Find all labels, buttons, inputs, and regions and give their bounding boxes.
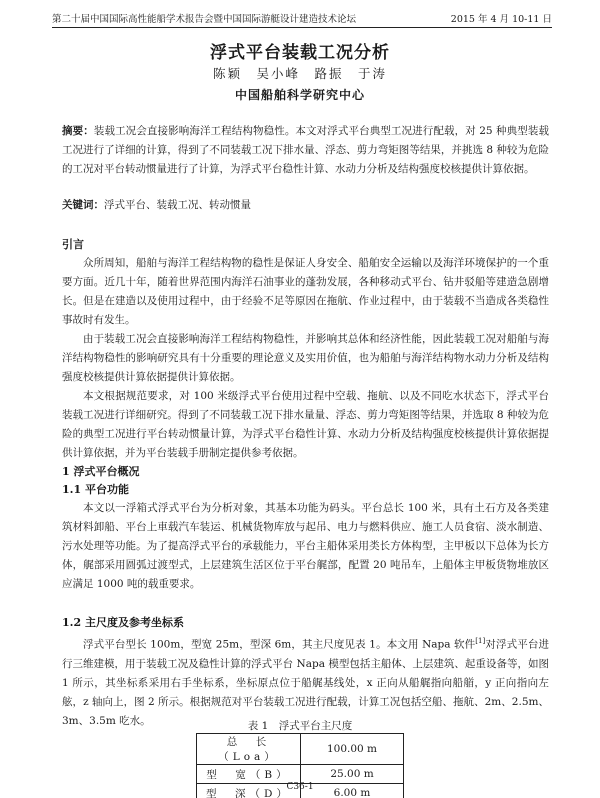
table-cell-value: 100.00 m [301,734,404,765]
section-1-2-heading: 1.2 主尺度及参考坐标系 [62,616,184,629]
paper-affiliation: 中国船舶科学研究中心 [234,88,365,102]
intro-paragraph-1: 众所周知，船舶与海洋工程结构物的稳性是保证人身安全、船舶安全运输以及海洋环境保护的一个重要方面。近几十年，随着世界范围内海洋石油事业的蓬勃发展，各种移动式平台、钻井驳船等建造急剧增长。但是在建造以及使用过程中，由于经验不足等原因在拖航、作业过程中，由于装载不当造成各类稳性事故时有发生。 [62,257,549,326]
table-row [197,734,404,765]
table-cell-name: 型 深（D） [197,784,301,798]
section-1-1-text: 本文以一浮箱式浮式平台为分析对象，其基本功能为码头。平台总长 100 米，具有土石方及各类建筑材料卸船、平台上車载汽车装运、机械货物库放与起吊、电力与燃料供应、施工人员食宿、淡水制造、污水处理等功能。为了提高浮式平台的承载能力，平台主船体采用类长方体构型，主甲板以下总体为长方体，艉部采用圆弧过渡型式，上层建筑生活区位于平台艉部，配置 20 吨吊车，上船体主甲板货物堆放区应满足 1000 吨的载重要求。 [62,502,549,590]
section-1-2-body [62,632,549,731]
table-cell-value: 6.00 m [301,784,404,798]
table-cell-name: 型 宽（B） [197,765,301,784]
conference-date: 2015 年 4 月 10-11 日 [450,14,552,25]
intro-paragraph-3: 本文根据规范要求，对 100 米级浮式平台使用过程中空载、拖航、以及不同吃水状态下，浮式平台装载工况进行详细研究。得到了不同装载工况下排水量量、浮态、剪力弯矩图等结果，并选取 8 种较为危险的典型工况进行平台转动惯量计算，为浮式平台稳性计算、水动力分析及结构强度校核提供计算依据提供计算依据，并为平台装载手册制定提供参考依据。 [62,390,549,459]
intro-paragraph-2: 由于装载工况会直接影响海洋工程结构物稳性，并影响其总体和经济性能，因此装载工况对船舶与海洋结构物稳性的影响研究具有十分重要的理论意义及实用价值，也为船舶与海洋结构物水动力分析及结构强度校核提供计算依据提供计算依据。 [62,333,549,383]
table-1-caption: 表 1 浮式平台主尺度 [247,720,353,732]
section-1-2-text-b: 对浮式平台进行三维建模，用于装载工况及稳性计算的浮式平台 Napa 模型包括主船体、上层建筑、起重设备等，如图 1 所示，其坐标系采用右手坐标系，坐标原点位于船艉基线处，x 正向从船艉指向船艏，y 正向指向左舷，z 轴向上，图 2 所示。根据规范对平台装载工况进行配载，计算工况包括空船、拖航、2m、2.5m、3m、3.5m 吃水。 [62,638,550,727]
section-1-heading: 1 浮式平台概况 [62,465,140,478]
abstract-text: 装载工况会直接影响海洋工程结构物稳性。本文对浮式平台典型工况进行配载，对 25 种典型装载工况进行了详细的计算，得到了不同装载工况下排水量、浮态、剪力弯矩图等结果，并挑选 8 种较为危险的工况对平台转动惯量进行了计算，为浮式平台稳性计算、水动力分析及结构强度校核提供计算依据。 [62,125,550,175]
citation-1: [1] [475,637,486,645]
table-row [197,765,404,784]
intro-body [62,254,549,463]
conference-name: 第二十届中国国际高性能船学术报告会暨中国国际游艇设计建造技术论坛 [52,14,357,25]
abstract [62,122,549,179]
paper-title: 浮式平台装载工况分析 [210,43,390,63]
section-1-1-body [62,499,549,594]
paper-authors: 陈颖 吴小峰 路振 于涛 [212,66,387,81]
section-1-1-heading: 1.1 平台功能 [62,483,129,496]
section-1-2-text [62,632,549,731]
keywords-text: 浮式平台、装载工况、转动惯量 [104,199,251,211]
keywords [62,196,549,215]
intro-heading: 引言 [62,238,84,251]
running-header [52,10,552,28]
section-1-2-text-a: 浮式平台型长 100m，型宽 25m，型深 6m，其主尺度见表 1。本文用 Napa 软件 [83,638,476,651]
abstract-label: 摘要： [62,125,94,137]
table-cell-value: 25.00 m [301,765,404,784]
keywords-label: 关键词： [62,199,104,211]
page-number: C36-1 [286,782,314,792]
table-cell-name: 总 长（Loa） [197,734,301,765]
